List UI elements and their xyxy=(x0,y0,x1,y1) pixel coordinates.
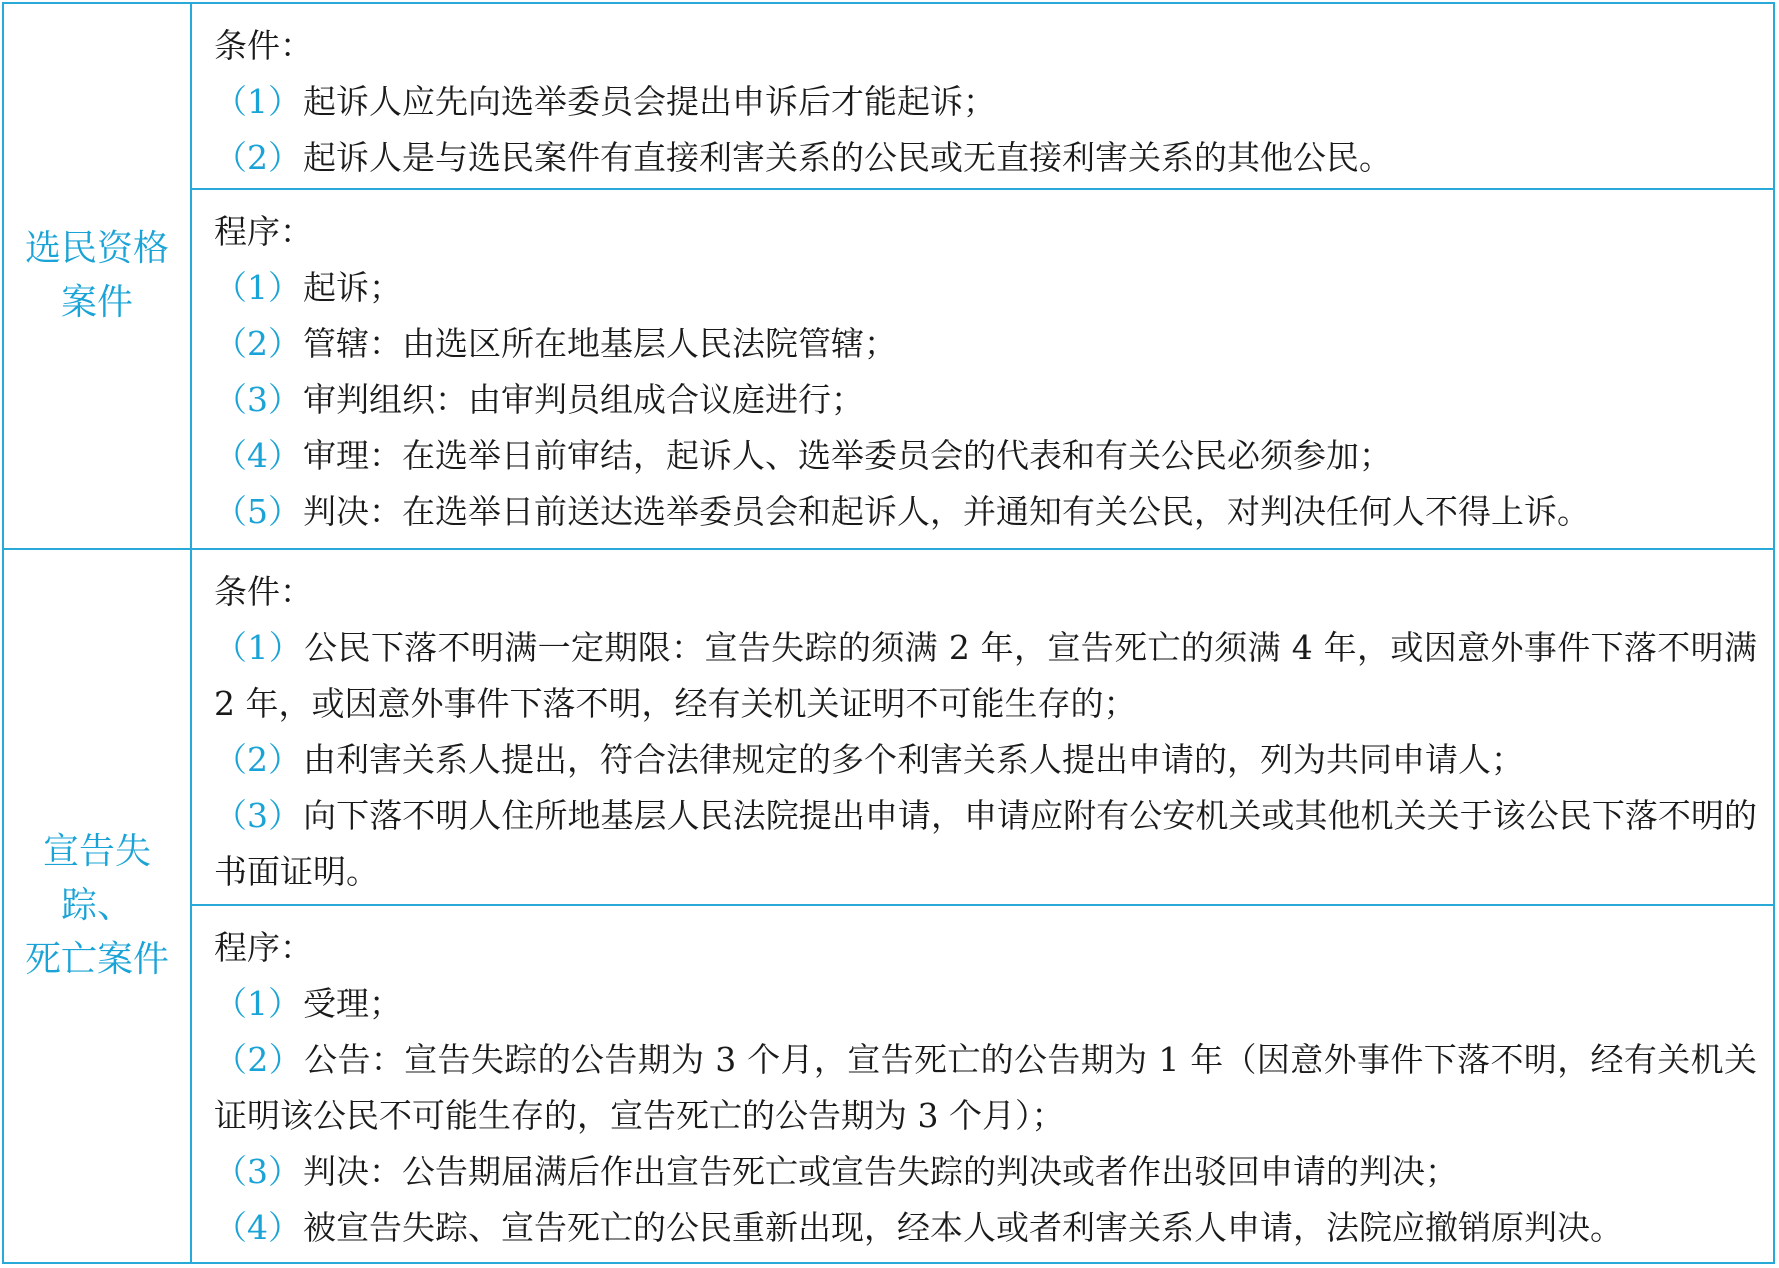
item-text: 判决：在选举日前送达选举委员会和起诉人，并通知有关公民，对判决任何人不得上诉。 xyxy=(303,492,1590,531)
list-item xyxy=(214,1144,1757,1200)
item-text: 受理； xyxy=(303,984,402,1023)
section-heading: 条件： xyxy=(214,572,313,611)
item-number: （3） xyxy=(214,380,301,419)
item-number: （1） xyxy=(214,628,303,667)
section-heading: 程序： xyxy=(214,928,313,967)
item-number: （2） xyxy=(214,740,301,779)
item-number: （2） xyxy=(214,138,301,177)
item-number: （3） xyxy=(214,796,302,835)
item-text: 被宣告失踪、宣告死亡的公民重新出现，经本人或者利害关系人申请，法院应撤销原判决。 xyxy=(303,1208,1623,1247)
list-item xyxy=(214,732,1757,788)
item-text: 审判组织：由审判员组成合议庭进行； xyxy=(303,380,864,419)
row-label-line: 选民资格 xyxy=(24,228,169,269)
procedure-section xyxy=(192,906,1773,1256)
row-label-missing-death xyxy=(4,550,192,1262)
item-text: 审理：在选举日前审结，起诉人、选举委员会的代表和有关公民必须参加； xyxy=(303,436,1392,475)
procedure-table xyxy=(2,2,1775,1264)
item-text: 公告：宣告失踪的公告期为 3 个月，宣告死亡的公告期为 1 年（因意外事件下落不明，经有关机关证明该公民不可能生存的，宣告死亡的公告期为 3 个月）； xyxy=(214,1040,1758,1135)
section-heading: 程序： xyxy=(214,212,313,251)
list-item xyxy=(214,428,1757,484)
list-item xyxy=(214,1032,1757,1144)
item-text: 管辖：由选区所在地基层人民法院管辖； xyxy=(303,324,897,363)
list-item xyxy=(214,976,1757,1032)
procedure-section xyxy=(192,190,1773,540)
row-label-voter-qualification xyxy=(4,4,192,550)
item-text: 判决：公告期届满后作出宣告死亡或宣告失踪的判决或者作出驳回申请的判决； xyxy=(303,1152,1458,1191)
item-number: （4） xyxy=(214,436,301,475)
item-number: （2） xyxy=(214,324,301,363)
list-item xyxy=(214,620,1757,732)
row-content-voter-qualification xyxy=(192,4,1773,550)
item-number: （1） xyxy=(214,82,301,121)
item-text: 向下落不明人住所地基层人民法院提出申请，申请应附有公安机关或其他机关关于该公民下落不明的书面证明。 xyxy=(214,796,1758,891)
conditions-section xyxy=(192,550,1773,906)
list-item xyxy=(214,74,1757,130)
list-item xyxy=(214,316,1757,372)
list-item xyxy=(214,1200,1757,1256)
list-item xyxy=(214,260,1757,316)
item-number: （1） xyxy=(214,984,301,1023)
row-label-line: 死亡案件 xyxy=(24,939,169,980)
list-item xyxy=(214,372,1757,428)
item-text: 起诉； xyxy=(303,268,402,307)
list-item xyxy=(214,130,1757,186)
item-text: 公民下落不明满一定期限：宣告失踪的须满 2 年，宣告死亡的须满 4 年，或因意外事件下落不明满 2 年，或因意外事件下落不明，经有关机关证明不可能生存的； xyxy=(214,628,1758,723)
item-number: （2） xyxy=(214,1040,303,1079)
item-number: （4） xyxy=(214,1208,301,1247)
item-text: 起诉人是与选民案件有直接利害关系的公民或无直接利害关系的其他公民。 xyxy=(303,138,1392,177)
item-number: （3） xyxy=(214,1152,301,1191)
item-number: （1） xyxy=(214,268,301,307)
list-item xyxy=(214,788,1757,900)
row-label-line: 宣告失踪、 xyxy=(42,831,151,926)
item-text: 起诉人应先向选举委员会提出申诉后才能起诉； xyxy=(303,82,996,121)
row-label-line: 案件 xyxy=(60,282,133,323)
item-text: 由利害关系人提出，符合法律规定的多个利害关系人提出申请的，列为共同申请人； xyxy=(303,740,1524,779)
conditions-section xyxy=(192,4,1773,190)
row-content-missing-death xyxy=(192,550,1773,1262)
item-number: （5） xyxy=(214,492,301,531)
list-item xyxy=(214,484,1757,540)
section-heading: 条件： xyxy=(214,26,313,65)
